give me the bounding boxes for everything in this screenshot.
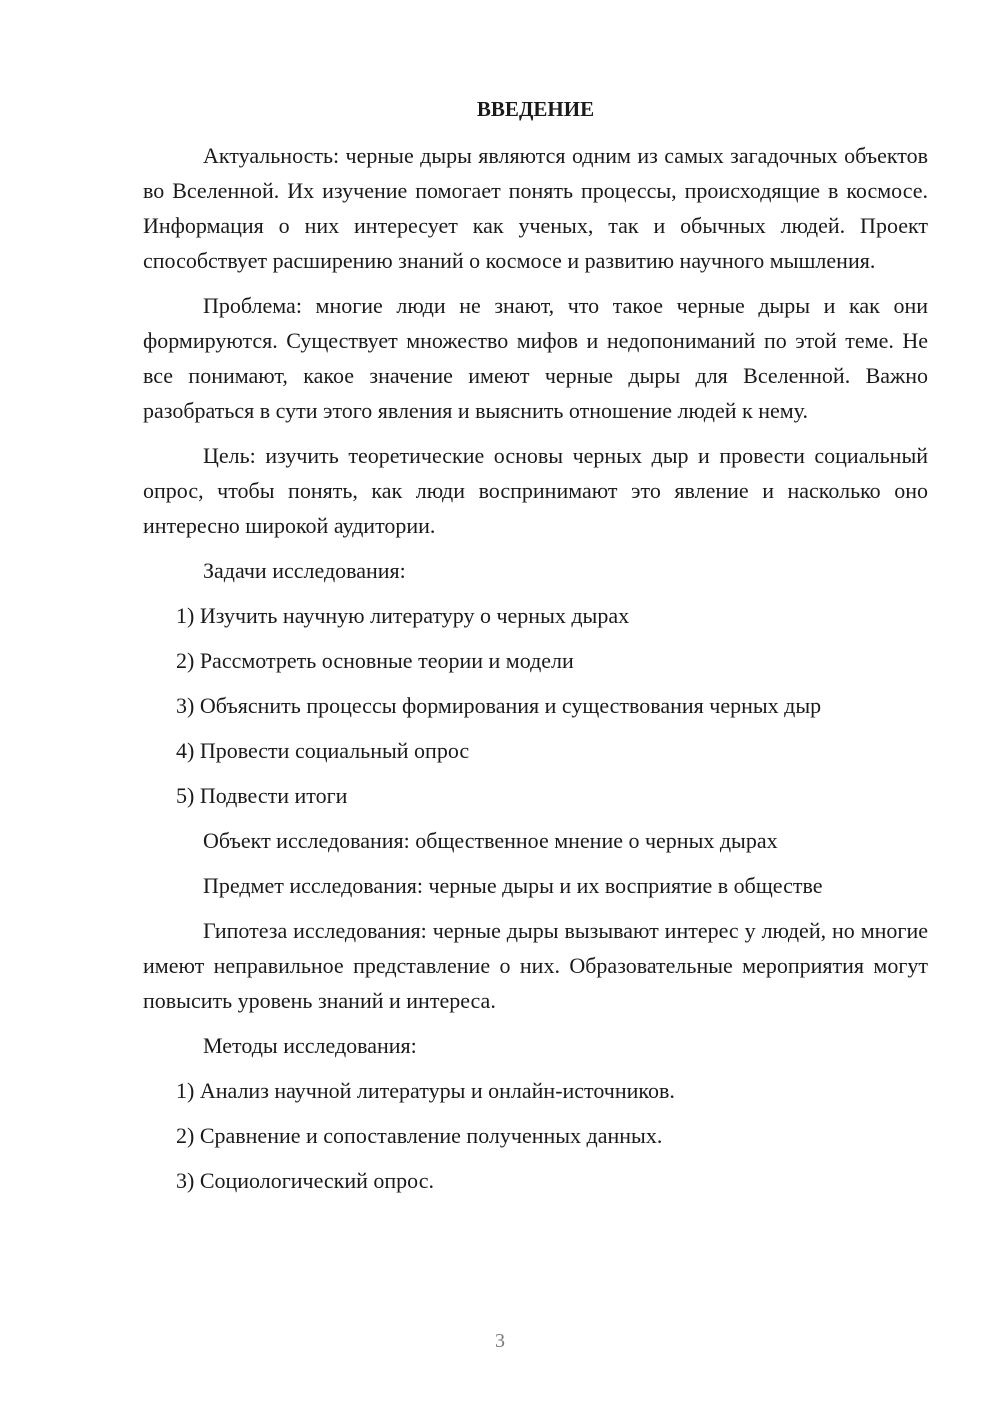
task-item: 2) Рассмотреть основные теории и модели bbox=[176, 648, 574, 673]
task-item: 4) Провести социальный опрос bbox=[176, 738, 470, 763]
task-item: 5) Подвести итоги bbox=[176, 783, 348, 808]
method-item: 3) Социологический опрос. bbox=[176, 1168, 434, 1193]
tasks-heading: Задачи исследования: bbox=[203, 558, 406, 583]
problem-paragraph: Проблема: многие люди не знают, что такое черные дыры и как они формируются. Существует множество мифов и недопониманий по этой теме. Не все понимают, какое значение имеют черные дыры для Вселенной. Важно разобраться в сути этого явления и выяснить отношение людей к нему. bbox=[143, 293, 928, 423]
task-item: 1) Изучить научную литературу о черных дырах bbox=[176, 603, 630, 628]
goal-paragraph: Цель: изучить теоретические основы черных дыр и провести социальный опрос, чтобы понять, как люди воспринимают это явление и насколько оно интересно широкой аудитории. bbox=[143, 443, 928, 538]
hypothesis-paragraph: Гипотеза исследования: черные дыры вызывают интерес у людей, но многие имеют неправильное представление о них. Образовательные мероприятия могут повысить уровень знаний и интереса. bbox=[143, 918, 928, 1013]
relevance-paragraph: Актуальность: черные дыры являются одним из самых загадочных объектов во Вселенной. Их изучение помогает понять процессы, происходящие в космосе. Информация о них интересует как ученых, так и обычных людей. Проект способствует расширению знаний о космосе и развитию научного мышления. bbox=[143, 143, 928, 273]
tasks-list bbox=[143, 598, 928, 813]
subject-paragraph: Предмет исследования: черные дыры и их восприятие в обществе bbox=[203, 873, 823, 898]
document-page bbox=[143, 92, 928, 1208]
page-number: 3 bbox=[495, 1330, 505, 1352]
method-item: 2) Сравнение и сопоставление полученных данных. bbox=[176, 1123, 663, 1148]
object-paragraph: Объект исследования: общественное мнение о черных дырах bbox=[203, 828, 778, 853]
task-item: 3) Объяснить процессы формирования и существования черных дыр bbox=[176, 693, 822, 718]
method-item: 1) Анализ научной литературы и онлайн-источников. bbox=[176, 1078, 675, 1103]
page-title: ВВЕДЕНИЕ bbox=[476, 97, 595, 121]
methods-heading: Методы исследования: bbox=[203, 1033, 417, 1058]
methods-list bbox=[143, 1073, 928, 1198]
